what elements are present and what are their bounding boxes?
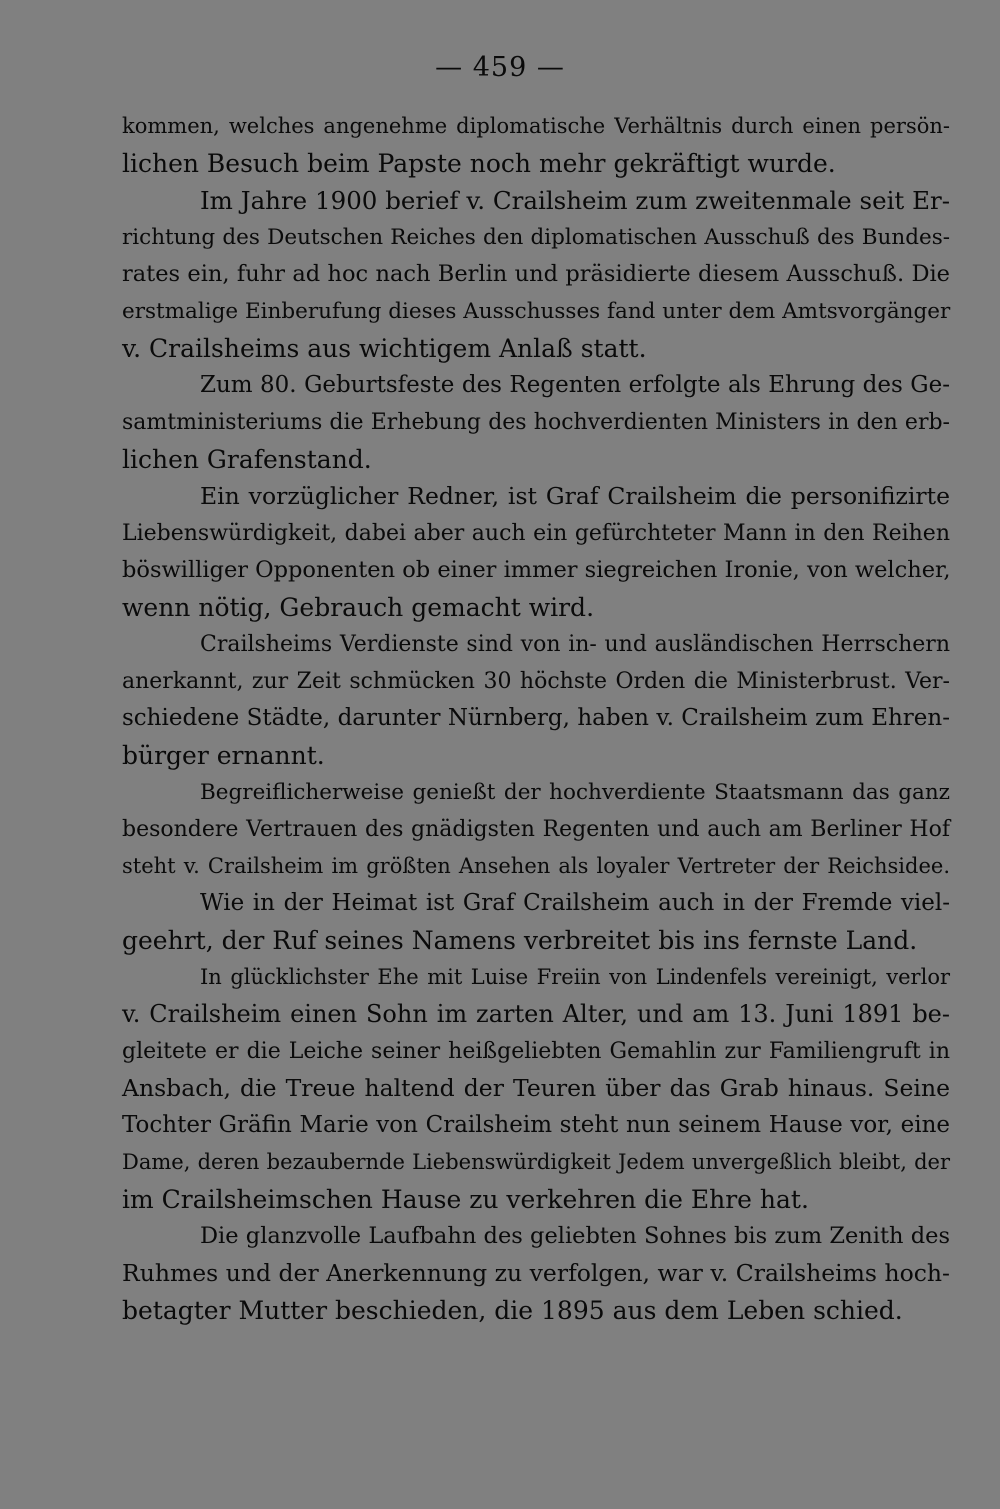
text-line: Im Jahre 1900 berief v. Crailsheim zum zweitenmale seit Er- (200, 186, 950, 215)
text-line: besondere Vertrauen des gnädigsten Regenten und auch am Berliner Hof (122, 817, 950, 842)
paragraph-3 (122, 367, 950, 478)
paragraph-8 (122, 959, 950, 1218)
text-line: richtung des Deutschen Reiches den diplomatischen Ausschuß des Bundes- (122, 225, 950, 250)
text-line: anerkannt, zur Zeit schmücken 30 höchste Orden die Ministerbrust. Ver- (122, 669, 950, 694)
text-line: Die glanzvolle Laufbahn des geliebten Sohnes bis zum Zenith des (200, 1223, 950, 1249)
text-line: erstmalige Einberufung dieses Ausschusses fand unter dem Amtsvorgänger (122, 299, 951, 324)
text-line: Zum 80. Geburtsfeste des Regenten erfolgte als Ehrung des Ge- (200, 372, 950, 398)
text-line: Ruhmes und der Anerkennung zu verfolgen, war v. Crailsheims hoch- (122, 1259, 950, 1287)
text-line: Liebenswürdigkeit, dabei aber auch ein gefürchteter Mann in den Reihen (122, 521, 950, 546)
text-line: gleitete er die Leiche seiner heißgeliebten Gemahlin zur Familiengruft in (122, 1039, 950, 1064)
text-line: Wie in der Heimat ist Graf Crailsheim auch in der Fremde viel- (200, 890, 950, 916)
text-line: Dame, deren bezaubernde Liebenswürdigkeit Jedem unvergeßlich bleibt, der (122, 1150, 950, 1174)
page-number: — 459 — (435, 52, 565, 83)
text-line: lichen Besuch beim Papste noch mehr gekräftigt wurde. (122, 149, 836, 178)
text-line: Begreiflicherweise genießt der hochverdiente Staatsmann das ganz (200, 780, 950, 805)
paragraph-6 (122, 774, 950, 885)
paragraph-9 (122, 1218, 950, 1329)
paragraph-5 (122, 626, 950, 774)
body-text (122, 108, 950, 1329)
text-line: wenn nötig, Gebrauch gemacht wird. (122, 593, 595, 622)
text-line: v. Crailsheims aus wichtigem Anlaß statt. (122, 334, 647, 363)
text-line: Ein vorzüglicher Redner, ist Graf Crailsheim die personifizirte (200, 482, 950, 510)
paragraph-7 (122, 885, 950, 959)
text-line: kommen, welches angenehme diplomatische Verhältnis durch einen persön- (122, 114, 950, 138)
text-line: Ansbach, die Treue haltend der Teuren über das Grab hinaus. Seine (122, 1074, 950, 1102)
text-line: geehrt, der Ruf seines Namens verbreitet bis ins fernste Land. (122, 926, 918, 955)
paragraph-4 (122, 478, 950, 626)
text-line: v. Crailsheim einen Sohn im zarten Alter, und am 13. Juni 1891 be- (122, 1000, 950, 1028)
text-line: samtministeriums die Erhebung des hochverdienten Ministers in den erb- (122, 410, 950, 435)
text-line: Tochter Gräfin Marie von Crailsheim steht nun seinem Hause vor, eine (122, 1112, 950, 1138)
paragraph-2 (122, 182, 950, 367)
paragraph-1 (122, 108, 950, 182)
text-line: bürger ernannt. (122, 741, 325, 770)
text-line: böswilliger Opponenten ob einer immer siegreichen Ironie, von welcher, (122, 557, 951, 583)
text-line: steht v. Crailsheim im größten Ansehen als loyaler Vertreter der Reichsidee. (122, 854, 950, 878)
text-line: In glücklichster Ehe mit Luise Freiin von Lindenfels vereinigt, verlor (200, 965, 950, 989)
text-line: betagter Mutter beschieden, die 1895 aus dem Leben schied. (122, 1296, 903, 1325)
text-line: rates ein, fuhr ad hoc nach Berlin und präsidierte diesem Ausschuß. Die (122, 261, 950, 287)
text-line: schiedene Städte, darunter Nürnberg, haben v. Crailsheim zum Ehren- (122, 705, 950, 731)
text-line: im Crailsheimschen Hause zu verkehren die Ehre hat. (122, 1185, 809, 1214)
text-line: Crailsheims Verdienste sind von in- und ausländischen Herrschern (200, 632, 950, 657)
text-line: lichen Grafenstand. (122, 445, 372, 474)
